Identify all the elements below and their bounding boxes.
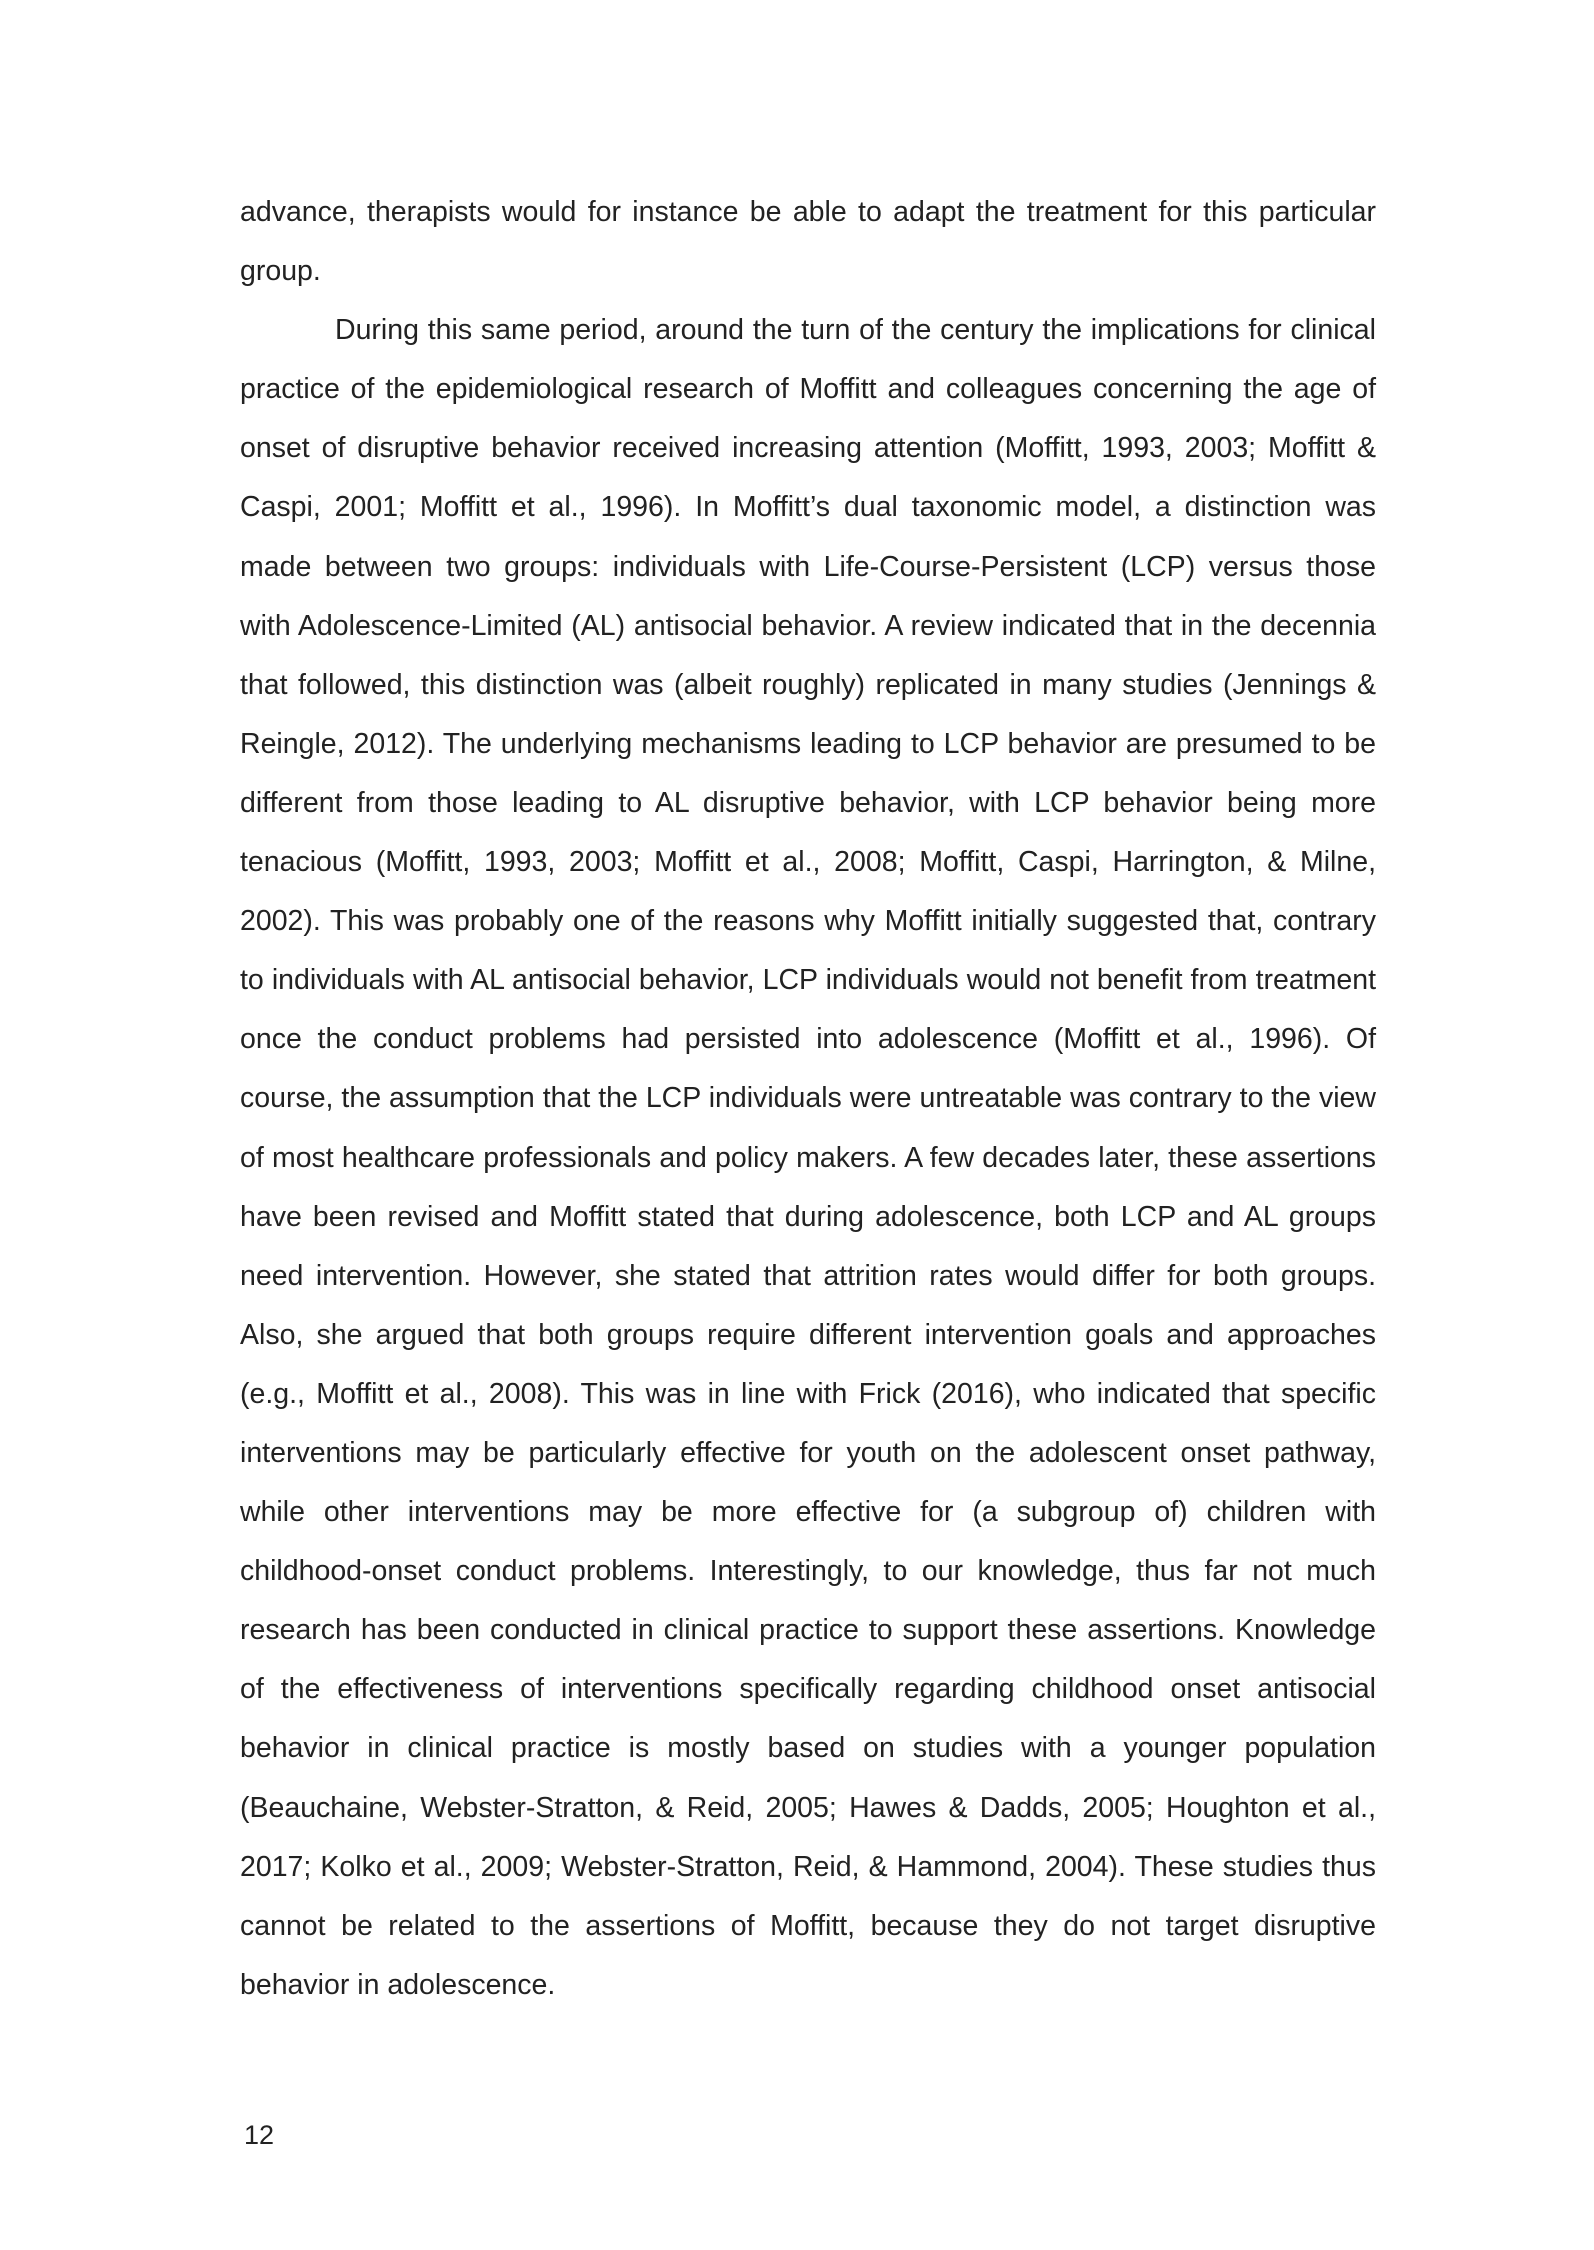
body-text xyxy=(240,183,1376,2015)
paragraph-moffitt-taxonomy: During this same period, around the turn of the century the implications for clinical practice of the epidemiological research of Moffitt and colleagues concerning the age of onset of disruptive behavior received increasing attention (Moffitt, 1993, 2003; Moffitt & Caspi, 2001; Moffitt et al., 1996). In Moffitt’s dual taxonomic model, a distinction was made between two groups: individuals with Life-Course-Persistent (LCP) versus those with Adolescence-Limited (AL) antisocial behavior. A review indicated that in the decennia that followed, this distinction was (albeit roughly) replicated in many studies (Jennings & Reingle, 2012). The underlying mechanisms leading to LCP behavior are presumed to be different from those leading to AL disruptive behavior, with LCP behavior being more tenacious (Moffitt, 1993, 2003; Moffitt et al., 2008; Moffitt, Caspi, Harrington, & Milne, 2002). This was probably one of the reasons why Moffitt initially suggested that, contrary to individuals with AL antisocial behavior, LCP individuals would not benefit from treatment once the conduct problems had persisted into adolescence (Moffitt et al., 1996). Of course, the assumption that the LCP individuals were untreatable was contrary to the view of most healthcare professionals and policy makers. A few decades later, these assertions have been revised and Moffitt stated that during adolescence, both LCP and AL groups need intervention. However, she stated that attrition rates would differ for both groups. Also, she argued that both groups require different intervention goals and approaches (e.g., Moffitt et al., 2008). This was in line with Frick (2016), who indicated that specific interventions may be particularly effective for youth on the adolescent onset pathway, while other interventions may be more effective for (a subgroup of) children with childhood-onset conduct problems. Interestingly, to our knowledge, thus far not much research has been conducted in clinical practice to support these assertions. Knowledge of the effectiveness of interventions specifically regarding childhood onset antisocial behavior in clinical practice is mostly based on studies with a younger population (Beauchaine, Webster-Stratton, & Reid, 2005; Hawes & Dadds, 2005; Houghton et al., 2017; Kolko et al., 2009; Webster-Stratton, Reid, & Hammond, 2004). These studies thus cannot be related to the assertions of Moffitt, because they do not target disruptive behavior in adolescence. xyxy=(240,314,1376,2001)
paragraph-continuation: advance, therapists would for instance be able to adapt the treatment for this particular group. xyxy=(240,196,1376,288)
page-number: 12 xyxy=(244,2120,275,2150)
